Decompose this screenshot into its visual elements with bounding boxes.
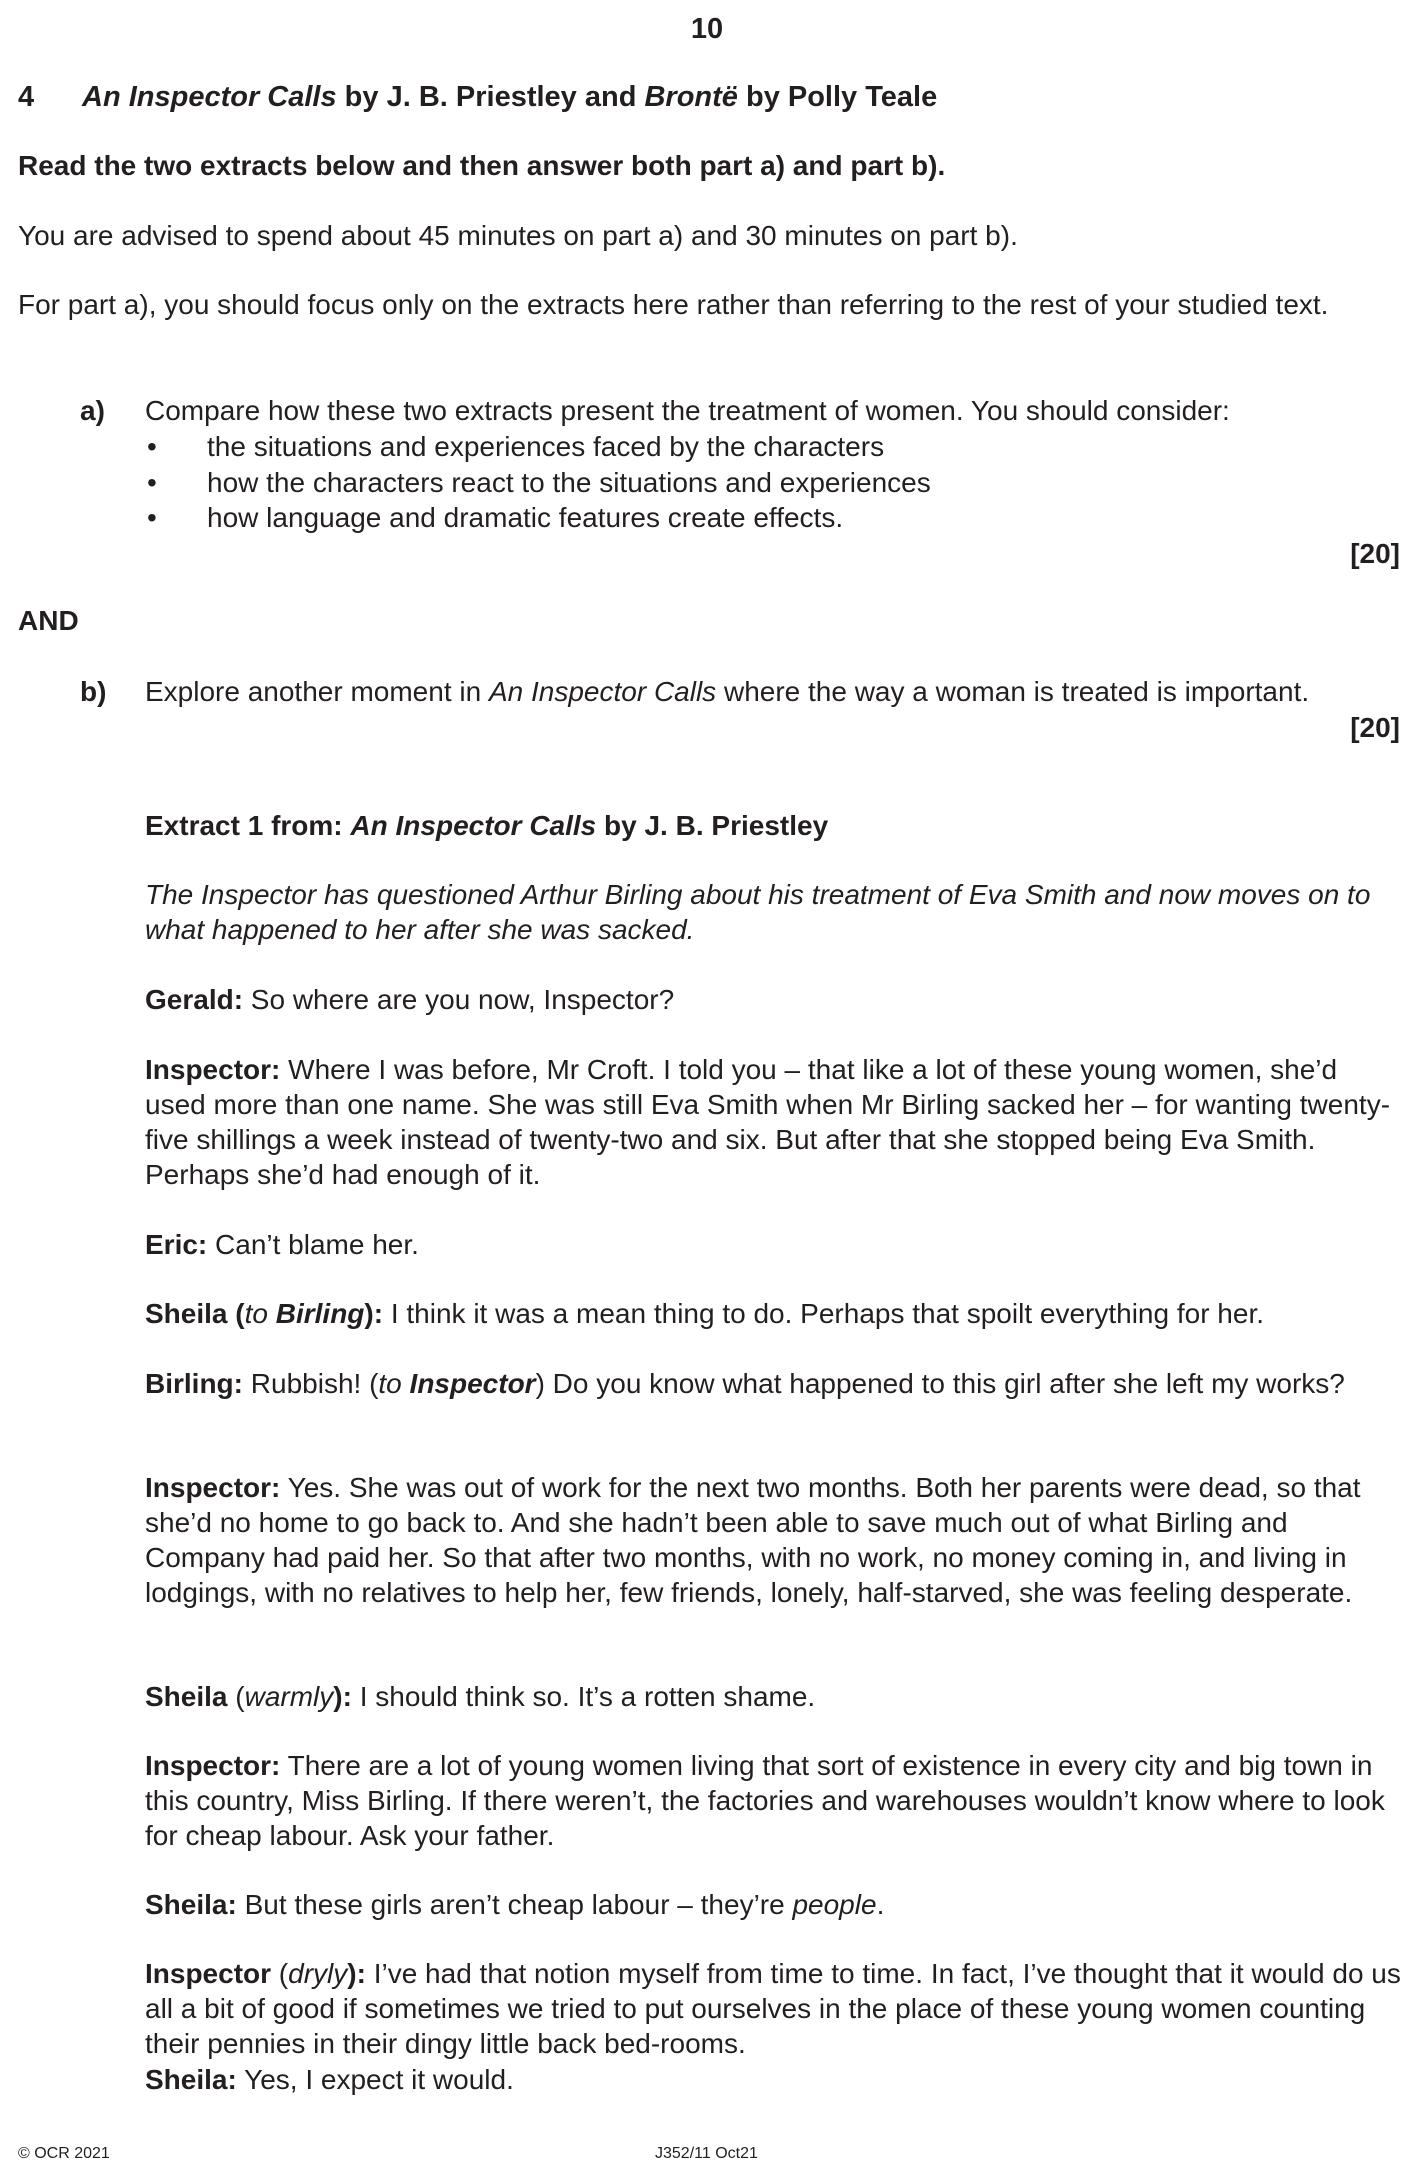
speech: But these girls aren’t cheap labour – they’re	[236, 1889, 793, 1920]
and-label: AND	[18, 605, 79, 636]
dialogue-line	[145, 1679, 1405, 1714]
footer-code: J352/11 Oct21	[655, 2145, 758, 2162]
title-text-1: by J. B. Priestley and	[336, 81, 645, 113]
bullet-item: how language and dramatic features create effects.	[207, 502, 844, 533]
part-a-text: Compare how these two extracts present the treatment of women. You should consider:	[145, 395, 1230, 426]
speech-pre: Rubbish! (	[243, 1368, 379, 1399]
speech-end: .	[876, 1889, 885, 1920]
footer-copyright: © OCR 2021	[18, 2145, 110, 2162]
stage-direction: warmly	[244, 1681, 334, 1712]
direction-open: (	[227, 1298, 245, 1329]
dialogue-line	[145, 1052, 1405, 1192]
speaker: Gerald:	[145, 984, 244, 1015]
part-b-label: b)	[80, 676, 107, 707]
dialogue-line	[145, 1887, 1405, 1922]
speaker: Sheila:	[145, 2064, 237, 2095]
page-number: 10	[690, 13, 724, 45]
extract-heading	[145, 808, 1405, 843]
title-play-1: An Inspector Calls	[82, 81, 337, 113]
part-b-play-title: An Inspector Calls	[488, 676, 717, 707]
speech-emphasis: people	[792, 1889, 877, 1920]
stage-direction-name: Inspector	[409, 1368, 536, 1399]
speaker: Sheila	[145, 1298, 228, 1329]
title-play-2: Brontë	[644, 81, 738, 113]
dialogue-line	[145, 1296, 1405, 1331]
speech: I should think so. It’s a rotten shame.	[351, 1681, 816, 1712]
speech: Where I was before, Mr Croft. I told you – that like a lot of these young women, she’d used more than one name. She was still Eva Smith when Mr Birling sacked her – for wanting twenty-five shillings a week instead of twenty-two and six. But after that she stopped being Eva Smith. Perhaps she’d had enough of it.	[145, 1054, 1391, 1190]
speech: I think it was a mean thing to do. Perhaps that spoilt everything for her.	[383, 1298, 1264, 1329]
title-text-2: by Polly Teale	[737, 81, 938, 113]
speech: Can’t blame her.	[207, 1229, 419, 1260]
time-advice: You are advised to spend about 45 minutes on part a) and 30 minutes on part b).	[18, 220, 1018, 251]
extract-heading-suffix: by J. B. Priestley	[596, 810, 829, 841]
speech: Yes. She was out of work for the next two months. Both her parents were dead, so that she’d no home to go back to. And she hadn’t been able to save much out of what Birling and Company had paid her. So that after two months, with no work, no money coming in, and living in lodgings, with no relatives to help her, few friends, lonely, half-starved, she was feeling desperate.	[145, 1472, 1361, 1608]
bullet-icon: •	[147, 467, 157, 498]
dialogue-line	[145, 1748, 1405, 1853]
extract-heading-title: An Inspector Calls	[350, 810, 597, 841]
part-b-text	[145, 674, 1400, 709]
extract-intro: The Inspector has questioned Arthur Birling about his treatment of Eva Smith and now moves on to what happened to her after she was sacked.	[145, 879, 1371, 945]
direction-close: ):	[364, 1298, 384, 1329]
bullet-item: how the characters react to the situations and experiences	[207, 467, 931, 498]
speaker: Inspector:	[145, 1750, 281, 1781]
speech: There are a lot of young women living that sort of existence in every city and big town in this country, Miss Birling. If there weren’t, the factories and warehouses wouldn’t know where to look for cheap labour. Ask your father.	[145, 1750, 1385, 1851]
dialogue-line	[145, 1227, 1405, 1262]
dialogue-line	[145, 982, 1405, 1017]
part-b-marks: [20]	[1350, 712, 1400, 743]
speaker: Eric:	[145, 1229, 208, 1260]
part-b-text-before: Explore another moment in	[145, 676, 489, 707]
speech: So where are you now, Inspector?	[243, 984, 675, 1015]
speaker: Sheila:	[145, 1889, 237, 1920]
question-number: 4	[18, 81, 35, 113]
speaker: Inspector:	[145, 1472, 281, 1503]
part-a-label: a)	[80, 395, 105, 426]
stage-direction: to	[378, 1368, 410, 1399]
direction-close: ):	[347, 1958, 366, 1989]
direction-open: (	[227, 1681, 245, 1712]
bullet-icon: •	[147, 502, 157, 533]
speaker: Inspector:	[145, 1054, 281, 1085]
bullet-item: the situations and experiences faced by the characters	[207, 431, 885, 462]
direction-open: (	[271, 1958, 289, 1989]
dialogue-line	[145, 1956, 1405, 2061]
stage-direction-name: Birling	[275, 1298, 365, 1329]
extract-heading-prefix: Extract 1 from:	[145, 810, 351, 841]
speaker: Birling:	[145, 1368, 243, 1399]
speaker: Sheila	[145, 1681, 228, 1712]
speech: I’ve had that notion myself from time to time. In fact, I’ve thought that it would do us all a bit of good if sometimes we tried to put ourselves in the place of these young women counting their pennies in their dingy little back bed-rooms.	[145, 1958, 1401, 2059]
stage-direction: dryly	[288, 1958, 348, 1989]
part-b-text-after: where the way a woman is treated is important.	[716, 676, 1310, 707]
dialogue-line	[145, 1470, 1405, 1610]
speaker: Inspector	[145, 1958, 272, 1989]
instruction: Read the two extracts below and then answer both part a) and part b).	[18, 150, 946, 181]
bullet-icon: •	[147, 431, 157, 462]
stage-direction: to	[244, 1298, 276, 1329]
speech: Yes, I expect it would.	[236, 2064, 514, 2095]
question-title	[82, 80, 937, 115]
part-a-marks: [20]	[1350, 538, 1400, 569]
speech: ) Do you know what happened to this girl after she left my works?	[535, 1368, 1345, 1399]
dialogue-line	[145, 1366, 1405, 1401]
dialogue-line	[145, 2062, 1405, 2097]
direction-close: ):	[333, 1681, 352, 1712]
focus-note: For part a), you should focus only on the extracts here rather than referring to the rest of your studied text.	[18, 289, 1329, 320]
